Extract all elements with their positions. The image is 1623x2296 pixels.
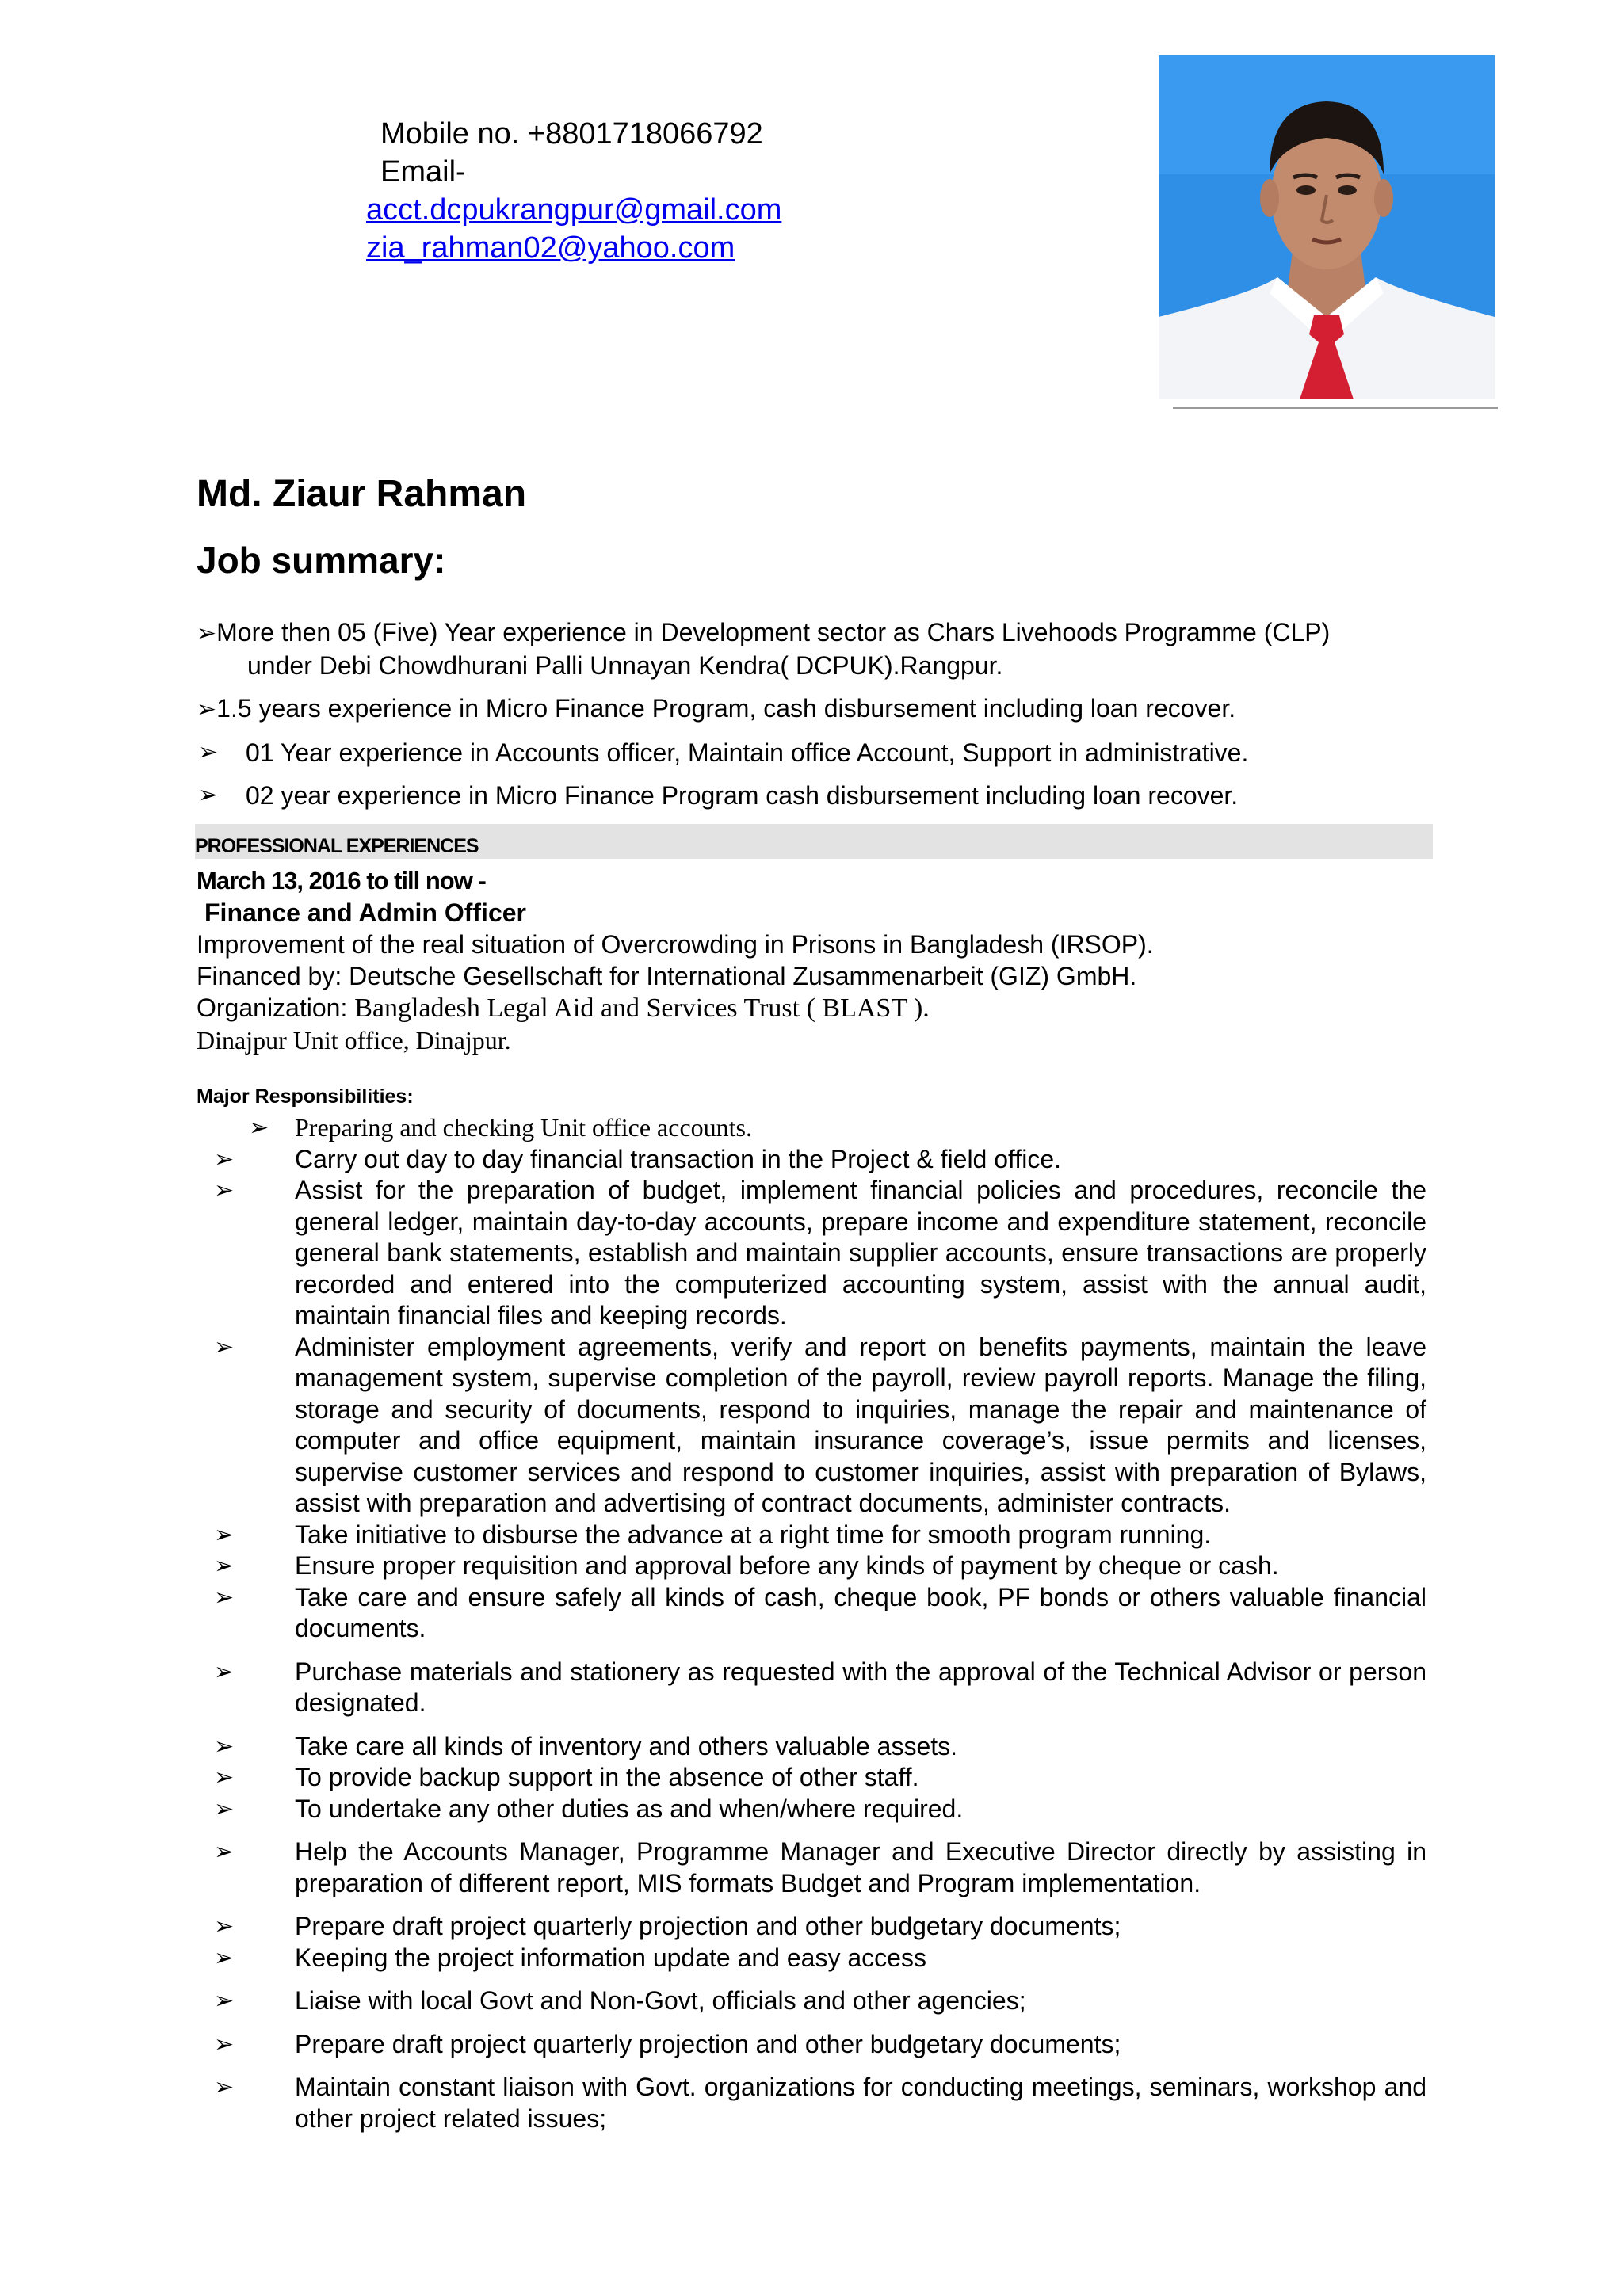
summary-item: ➢More then 05 (Five) Year experience in Development sector as Chars Livehoods Programme (CLP) under Debi Chowdhurani Palli Unnayan Kendra( DCPUK).Rangpur. (197, 618, 1331, 680)
job-organization: Organization: Bangladesh Legal Aid and Services Trust ( BLAST ). (197, 994, 930, 1023)
arrow-bullet-icon: ➢ (198, 781, 219, 809)
job-summary-heading: Job summary: (197, 540, 446, 581)
arrow-bullet-icon: ➢ (214, 1987, 235, 2015)
organization-name: Bangladesh Legal Aid and Services Trust ( BLAST ). (354, 994, 930, 1023)
list-item: ➢ Take care and ensure safely all kinds of cash, cheque book, PF bonds or others valuable financial documents. (214, 1582, 1426, 1642)
contact-block (366, 115, 781, 267)
list-item: ➢ Keeping the project information update and easy access (214, 1943, 1426, 1974)
summary-item: ➢ 01 Year experience in Accounts officer, Maintain office Account, Support in administrative. (198, 738, 1249, 767)
responsibilities-heading: Major Responsibilities: (197, 1085, 414, 1108)
job-unit: Dinajpur Unit office, Dinajpur. (197, 1026, 511, 1055)
summary-item: ➢ 02 year experience in Micro Finance Program cash disbursement including loan recover. (198, 781, 1239, 810)
job-project: Improvement of the real situation of Overcrowding in Prisons in Bangladesh (IRSOP). (197, 930, 1154, 959)
arrow-bullet-icon: ➢ (214, 1764, 235, 1791)
list-item: ➢ Prepare draft project quarterly projection and other budgetary documents; (214, 2029, 1426, 2061)
arrow-bullet-icon: ➢ (214, 2073, 235, 2101)
arrow-bullet-icon: ➢ (214, 1913, 235, 1940)
list-item: ➢ Ensure proper requisition and approval before any kinds of payment by cheque or cash. (214, 1550, 1426, 1582)
list-item: ➢ To provide backup support in the absence of other staff. (214, 1762, 1426, 1794)
job-title: Finance and Admin Officer (204, 898, 526, 927)
arrow-bullet-icon: ➢ (214, 1838, 235, 1866)
section-bar (195, 824, 1433, 859)
list-item: ➢ Take initiative to disburse the advance at a right time for smooth program running. (214, 1520, 1426, 1551)
candidate-name: Md. Ziaur Rahman (197, 473, 527, 515)
list-item: ➢ Maintain constant liaison with Govt. organizations for conducting meetings, seminars, workshop and other project related issues; (214, 2073, 1426, 2133)
arrow-bullet-icon: ➢ (214, 1520, 235, 1549)
job-entry (197, 865, 1433, 1056)
email-link-1[interactable]: acct.dcpukrangpur@gmail.com (366, 193, 782, 227)
list-item: ➢ Liaise with local Govt and Non-Govt, officials and other agencies; (214, 1985, 1426, 2017)
email-link-2[interactable]: zia_rahman02@yahoo.com (366, 231, 735, 265)
photo-underline (1173, 407, 1498, 409)
list-item: ➢ Take care all kinds of inventory and others valuable assets. (214, 1731, 1426, 1763)
arrow-bullet-icon: ➢ (214, 1177, 235, 1204)
job-date: March 13, 2016 to till now - (197, 867, 486, 894)
job-summary-list (197, 616, 1433, 822)
arrow-bullet-icon: ➢ (198, 738, 219, 766)
arrow-bullet-icon: ➢ (214, 1583, 235, 1611)
list-item: ➢ Purchase materials and stationery as requested with the approval of the Technical Advisor or person designated. (214, 1657, 1426, 1717)
list-item: ➢ Preparing and checking Unit office accounts. (214, 1112, 1426, 1144)
arrow-bullet-icon: ➢ (197, 696, 217, 723)
portrait-photo (1159, 55, 1495, 399)
summary-item: ➢1.5 years experience in Micro Finance Program, cash disbursement including loan recover. (197, 694, 1236, 723)
arrow-bullet-icon: ➢ (214, 2030, 235, 2058)
arrow-bullet-icon: ➢ (214, 1145, 235, 1173)
list-item: ➢ Carry out day to day financial transaction in the Project & field office. (214, 1144, 1426, 1176)
responsibilities-list (214, 1112, 1426, 2134)
arrow-bullet-icon: ➢ (214, 1943, 235, 1972)
list-item: ➢ To undertake any other duties as and when/where required. (214, 1794, 1426, 1825)
arrow-bullet-icon: ➢ (214, 1552, 235, 1580)
arrow-bullet-icon: ➢ (214, 1732, 235, 1760)
arrow-bullet-icon: ➢ (214, 1333, 235, 1361)
arrow-bullet-icon: ➢ (214, 1794, 235, 1823)
job-financer: Financed by: Deutsche Gesellschaft for International Zusammenarbeit (GIZ) GmbH. (197, 962, 1137, 990)
list-item: ➢ Prepare draft project quarterly projection and other budgetary documents; (214, 1911, 1426, 1943)
list-item: ➢ Assist for the preparation of budget, implement financial policies and procedures, reconcile the general ledger, maintain day-to-day accounts, prepare income and expenditure statement, reconcile general bank statements, establish and maintain supplier accounts, ensure transactions are properly recorded and entered into the computerized accounting system, assist with the annual audit, maintain financial files and keeping records. (214, 1176, 1426, 1329)
list-item: ➢ Help the Accounts Manager, Programme Manager and Executive Director directly by assisting in preparation of different report, MIS formats Budget and Program implementation. (214, 1837, 1426, 1897)
arrow-bullet-icon: ➢ (197, 620, 217, 647)
list-item: ➢ Administer employment agreements, verify and report on benefits payments, maintain the leave management system, supervise completion of the payroll, review payroll reports. Manage the filing, storage and security of documents, respond to inquiries, manage the repair and maintenance of computer and office equipment, maintain insurance coverage’s, issue permits and licenses, supervise customer services and respond to customer inquiries, assist with preparation of Bylaws, assist with preparation and advertising of contract documents, administer contracts. (214, 1332, 1426, 1517)
mobile-number: Mobile no. +8801718066792 (380, 117, 763, 151)
arrow-bullet-icon: ➢ (214, 1657, 235, 1686)
section-heading: PROFESSIONAL EXPERIENCES (195, 835, 479, 857)
arrow-bullet-icon: ➢ (249, 1114, 269, 1142)
email-label: Email- (380, 155, 466, 189)
